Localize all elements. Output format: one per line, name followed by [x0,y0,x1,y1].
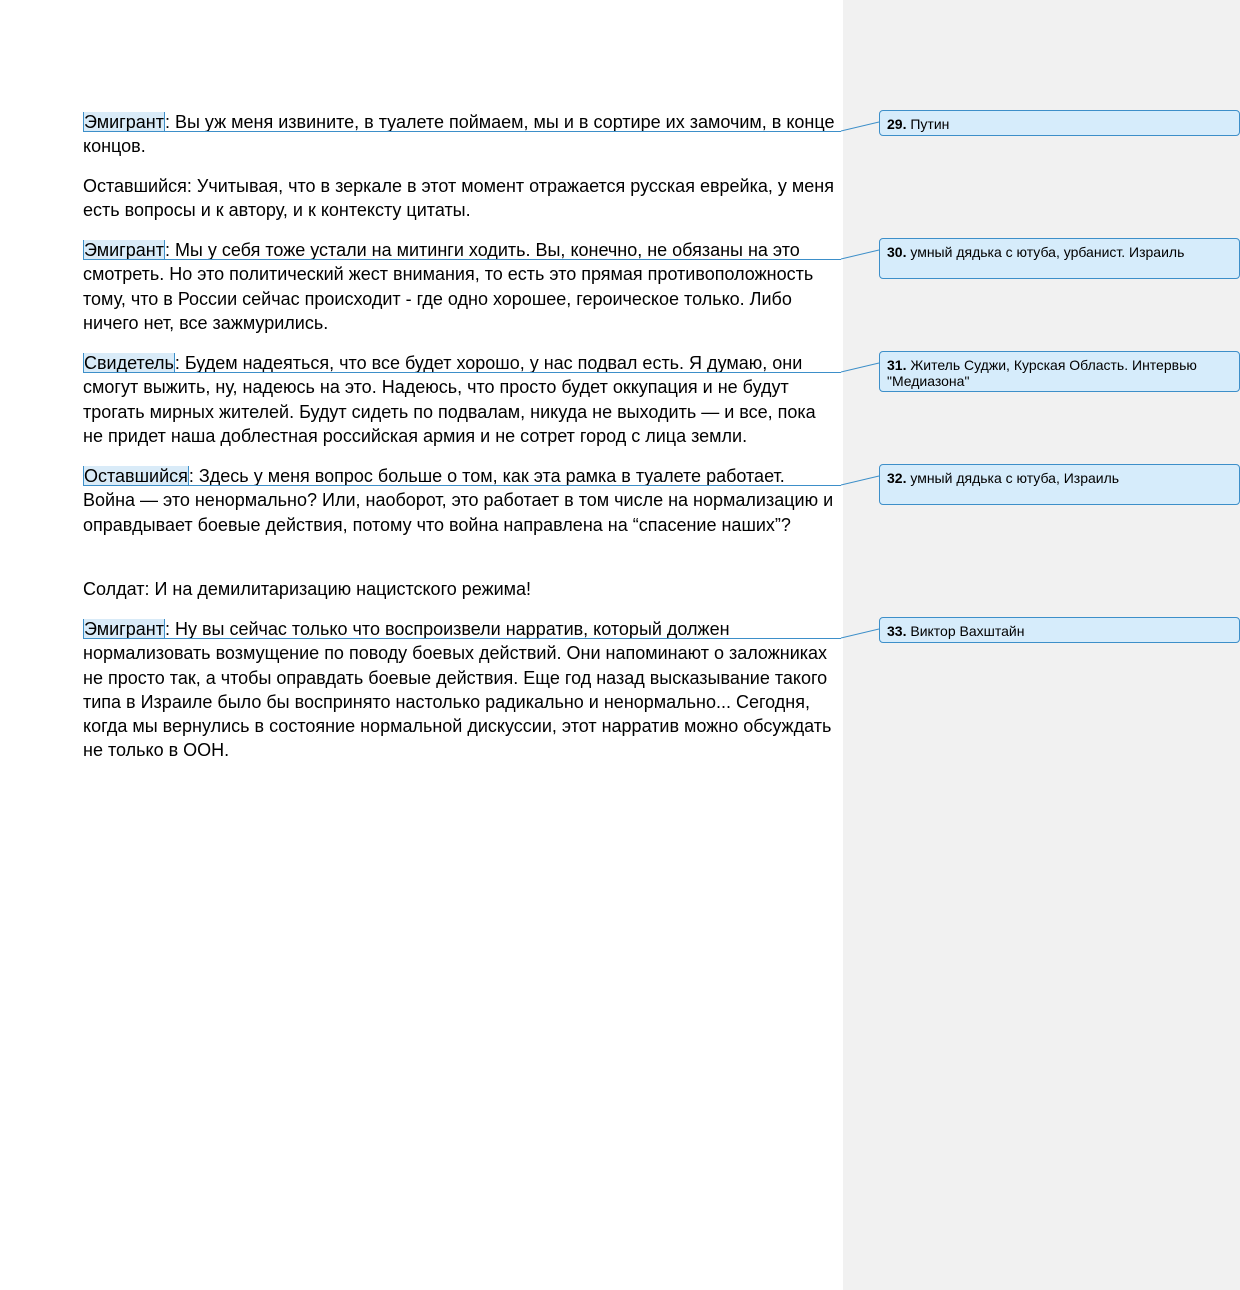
speaker-name: Солдат [83,579,145,599]
comment-text: умный дядька с ютуба, урбанист. Израиль [910,244,1185,260]
comment-text: Виктор Вахштайн [910,623,1025,639]
comment-anchor-line [83,485,841,486]
speaker-name[interactable]: Эмигрант [84,240,164,260]
comment-32[interactable] [879,464,1240,505]
comment-text: Житель Суджи, Курская Область. Интервью "Медиазона" [887,357,1197,389]
paragraph-5[interactable] [83,464,835,537]
paragraph-text: : И на демилитаризацию нацистского режима! [144,579,532,599]
comment-number: 33. [887,623,907,639]
paragraph-3[interactable] [83,238,835,335]
comment-29[interactable] [879,110,1240,136]
paragraph-text: : Ну вы сейчас только что воспроизвели нарратив, который должен нормализовать возмущение по поводу боевых действий. Они напоминают о заложниках не просто так, а чтобы оправдать боевые действия. Еще год назад высказывание такого типа в Израиле было бы воспринято настолько радикально и ненормально... Сегодня, когда мы вернулись в состояние нормальной дискуссии, этот нарратив можно обсуждать не только в ООН. [83,619,832,761]
speaker-name[interactable]: Эмигрант [84,112,164,132]
comment-number: 32. [887,470,907,486]
speaker-name[interactable]: Эмигрант [84,619,164,639]
comment-30[interactable] [879,238,1240,279]
comment-anchor-line [83,638,841,639]
comment-31[interactable] [879,351,1240,392]
speaker-name[interactable]: Оставшийся [84,466,188,486]
paragraph-text: : Вы уж меня извините, в туалете поймаем, мы и в сортире их замочим, в конце концов. [83,112,835,157]
comment-number: 30. [887,244,907,260]
paragraph-text: : Учитывая, что в зеркале в этот момент отражается русская еврейка, у меня есть вопросы и к автору, и к контексту цитаты. [83,176,834,221]
speaker-name[interactable]: Свидетель [84,353,174,373]
speaker-name: Оставшийся [83,176,187,196]
paragraph-2[interactable] [83,174,835,223]
comment-text: умный дядька с ютуба, Израиль [910,470,1120,486]
comment-number: 31. [887,357,907,373]
comment-anchor-line [83,131,841,132]
paragraph-text: : Мы у себя тоже устали на митинги ходить. Вы, конечно, не обязаны на это смотреть. Но это политический жест внимания, то есть это прямая противоположность тому, что в России сейчас происходит - где одно хорошее, героическое только. Либо ничего нет, все зажмурились. [83,240,814,333]
paragraph-6[interactable] [83,577,835,601]
comment-number: 29. [887,116,907,132]
comment-anchor-line [83,372,841,373]
paragraph-text: : Будем надеяться, что все будет хорошо, у нас подвал есть. Я думаю, они смогут выжить, ну, надеюсь на это. Надеюсь, что просто будет оккупация и не будут трогать мирных жителей. Будут сидеть по подвалам, никуда не выходить — и все, пока не придет наша доблестная российская армия и не сотрет город с лица земли. [83,353,816,446]
comment-margin [843,0,1240,1290]
paragraph-1[interactable] [83,110,835,159]
paragraph-text: : Здесь у меня вопрос больше о том, как эта рамка в туалете работает. Война — это ненормально? Или, наоборот, это работает в том числе на нормализацию и оправдывает боевые действия, потому что война направлена на “спасение наших”? [83,466,834,535]
paragraph-4[interactable] [83,351,835,448]
comment-text: Путин [910,116,950,132]
comment-anchor-line [83,259,841,260]
comment-33[interactable] [879,617,1240,643]
